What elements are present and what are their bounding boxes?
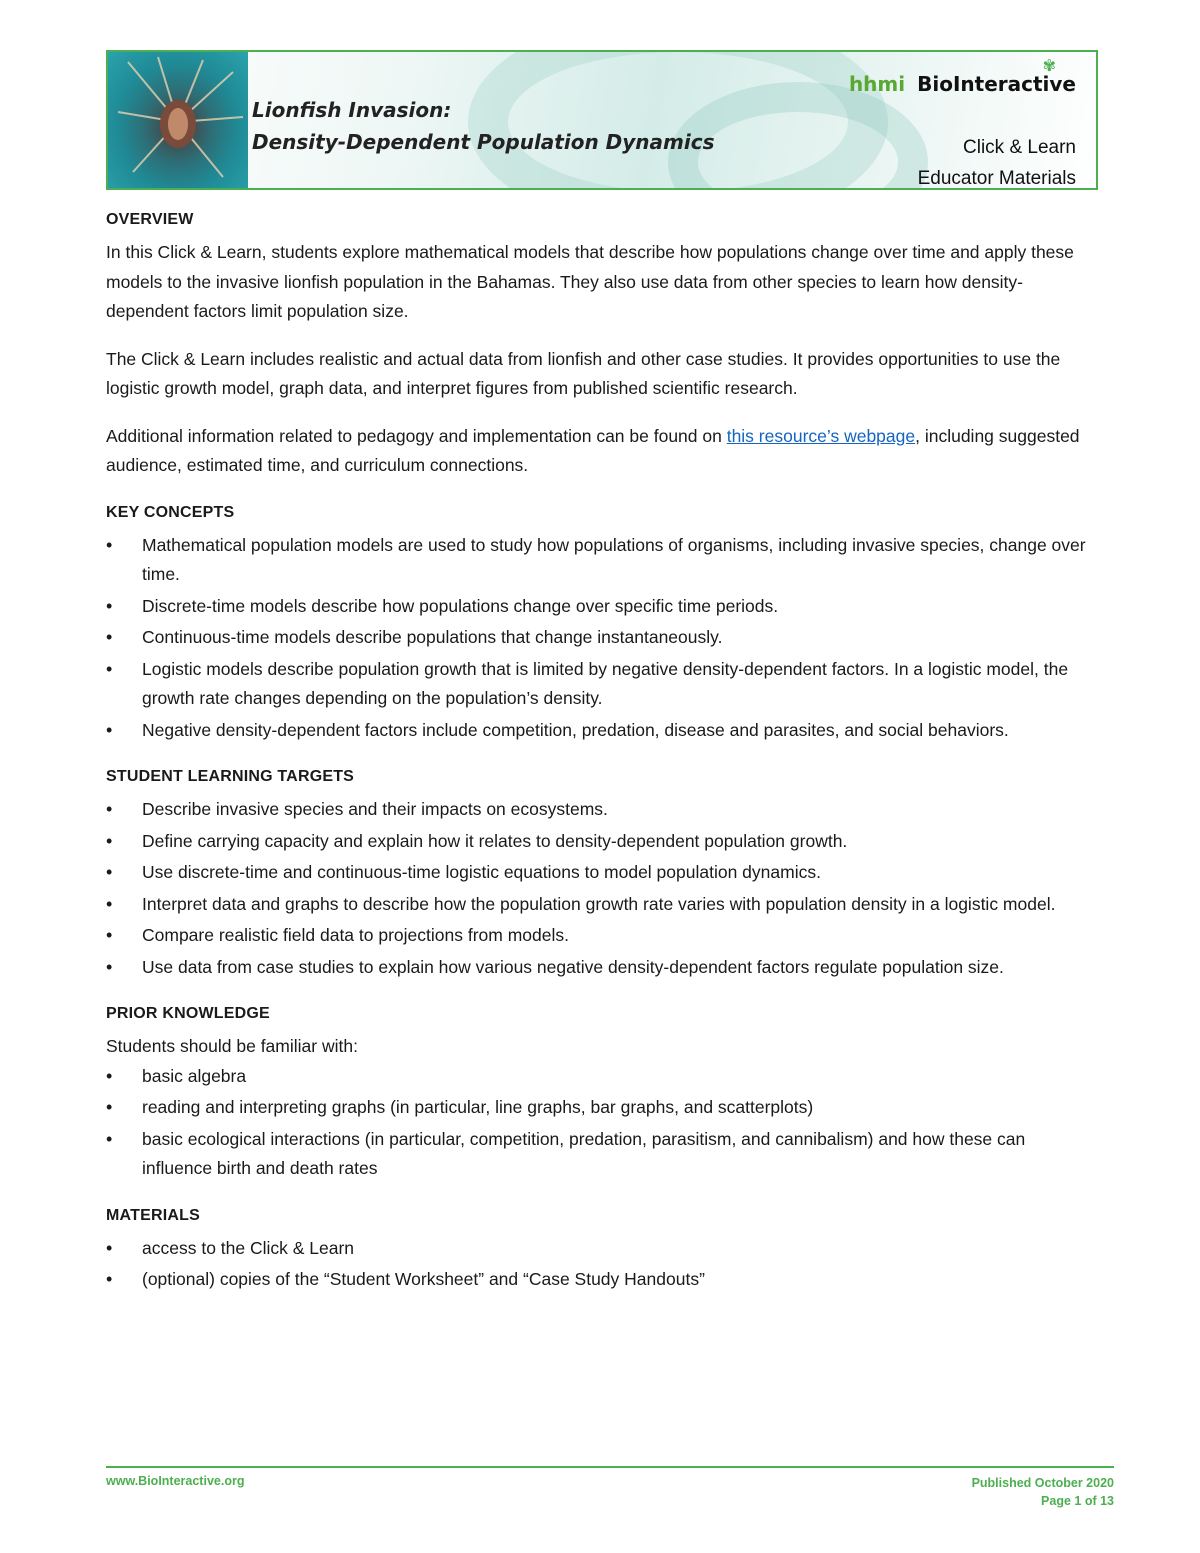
title-line-2: Density-Dependent Population Dynamics: [252, 130, 715, 154]
footer-website: www.BioInteractive.org: [106, 1474, 245, 1488]
document-subtitle: [918, 132, 1076, 190]
brand-name: BioInteractive: [917, 72, 1076, 96]
key-concepts-section: [106, 501, 1098, 746]
list-item: • access to the Click & Learn: [106, 1234, 1098, 1264]
learning-targets-section: [106, 765, 1098, 982]
lionfish-photo: [108, 52, 248, 188]
paragraph-text: , including suggested audience, estimated time, and curriculum connections.: [106, 425, 1080, 475]
list-item: • Logistic models describe population growth that is limited by negative density-dependent factors. In a logistic model, the growth rate changes depending on the population’s density.: [106, 655, 1098, 714]
list-item: • Compare realistic field data to projections from models.: [106, 921, 1098, 951]
lead-text: Students should be familiar with:: [106, 1036, 358, 1056]
brand-logo: [848, 56, 1076, 96]
leaf-icon: ✾: [1042, 56, 1056, 75]
list-item: • Mathematical population models are used to study how populations of organisms, including invasive species, change over time.: [106, 531, 1098, 590]
list-item: • Continuous-time models describe populations that change instantaneously.: [106, 623, 1098, 653]
list-item: • Negative density-dependent factors include competition, predation, disease and parasites, and social behaviors.: [106, 716, 1098, 746]
section-heading: PRIOR KNOWLEDGE: [106, 1005, 270, 1022]
subtitle-line-1: Click & Learn: [963, 137, 1076, 158]
list-item: • basic algebra: [106, 1062, 1098, 1092]
section-heading: OVERVIEW: [106, 211, 194, 228]
list-item: • (optional) copies of the “Student Worksheet” and “Case Study Handouts”: [106, 1265, 1098, 1295]
page-number: Page 1 of 13: [1041, 1494, 1114, 1508]
bullet-list: [106, 1234, 1098, 1295]
overview-section: [106, 208, 1098, 481]
paragraph-text: Additional information related to pedagogy and implementation can be found on: [106, 425, 727, 446]
subtitle-line-2: Educator Materials: [917, 168, 1076, 189]
list-item: • reading and interpreting graphs (in particular, line graphs, bar graphs, and scatterplots): [106, 1093, 1098, 1123]
footer-info: [972, 1474, 1114, 1510]
bullet-list: [106, 795, 1098, 982]
brand-hhmi: hhmi: [848, 72, 906, 96]
prior-knowledge-section: [106, 1002, 1098, 1184]
paragraph: [106, 422, 1098, 481]
list-item: • Describe invasive species and their impacts on ecosystems.: [106, 795, 1098, 825]
list-item: • Use discrete-time and continuous-time logistic equations to model population dynamics.: [106, 858, 1098, 888]
bullet-list: [106, 1062, 1098, 1184]
published-date: Published October 2020: [971, 1476, 1114, 1490]
document-title: [252, 94, 714, 158]
list-item: • Interpret data and graphs to describe how the population growth rate varies with population density in a logistic model.: [106, 890, 1098, 920]
paragraph: In this Click & Learn, students explore mathematical models that describe how populations change over time and apply these models to the invasive lionfish population in the Bahamas. They also use data from other species to learn how density-dependent factors limit population size.: [106, 242, 1074, 321]
header-banner: [106, 50, 1098, 190]
list-item: • Use data from case studies to explain how various negative density-dependent factors regulate population size.: [106, 953, 1098, 983]
paragraph: The Click & Learn includes realistic and actual data from lionfish and other case studies. It provides opportunities to use the logistic growth model, graph data, and interpret figures from published scientific research.: [106, 348, 1061, 398]
resource-webpage-link[interactable]: this resource’s webpage: [726, 425, 916, 446]
document-body: [106, 208, 1098, 1315]
list-item: • Discrete-time models describe how populations change over specific time periods.: [106, 592, 1098, 622]
title-line-1: Lionfish Invasion:: [252, 98, 452, 122]
footer-divider: [106, 1466, 1114, 1468]
list-item: • basic ecological interactions (in particular, competition, predation, parasitism, and cannibalism) and how these can influence birth and death rates: [106, 1125, 1098, 1184]
section-heading: MATERIALS: [106, 1206, 200, 1224]
list-item: • Define carrying capacity and explain how it relates to density-dependent population growth.: [106, 827, 1098, 857]
section-heading: KEY CONCEPTS: [106, 503, 235, 521]
materials-section: [106, 1204, 1098, 1295]
section-heading: STUDENT LEARNING TARGETS: [106, 768, 355, 785]
bullet-list: [106, 531, 1098, 746]
